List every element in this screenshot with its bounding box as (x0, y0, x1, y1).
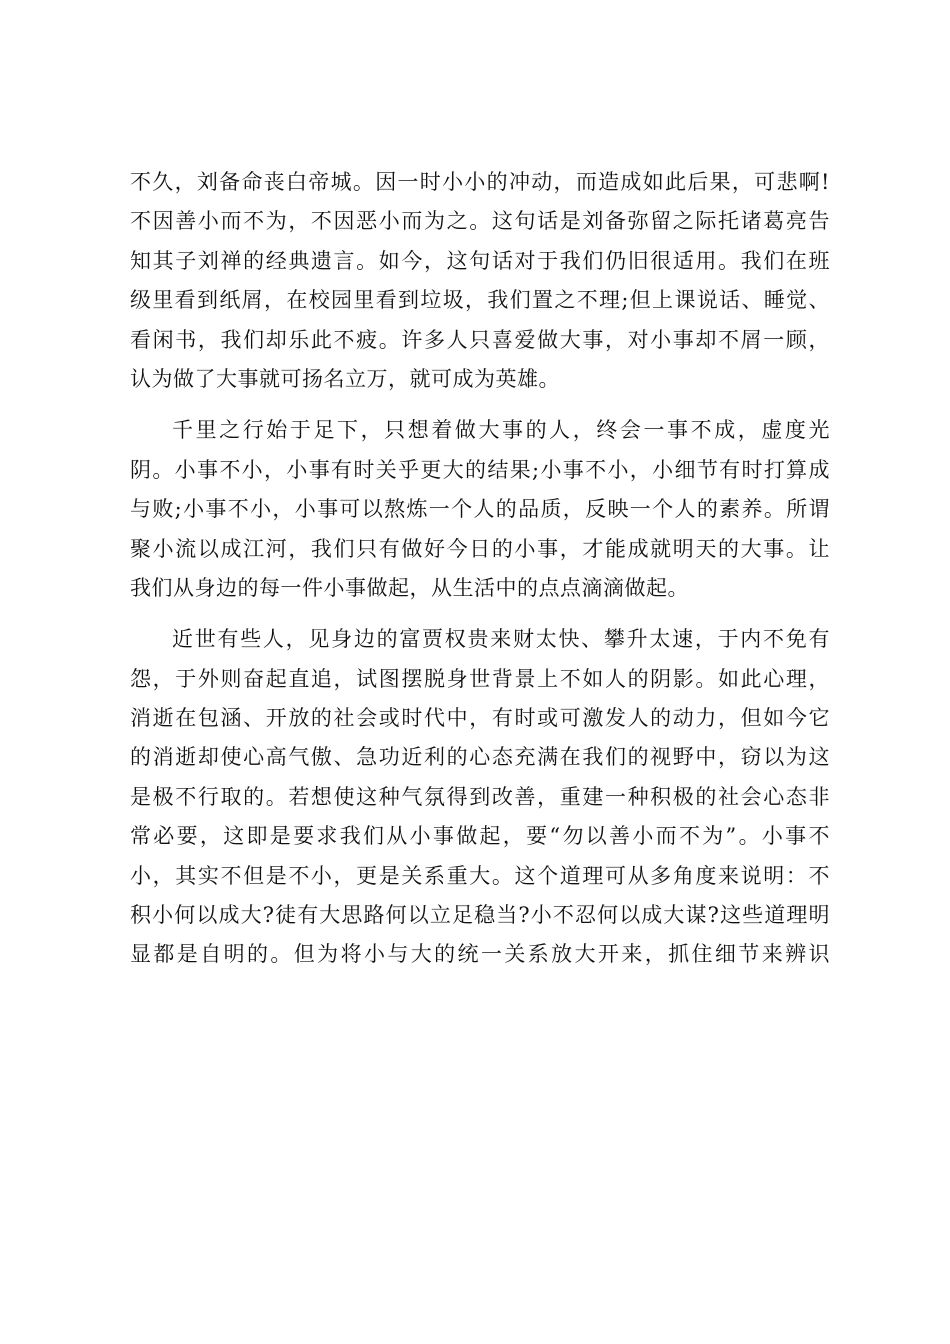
text-line: 认为做了大事就可扬名立万，就可成为英雄。 (130, 366, 560, 391)
text-line: 常必要，这即是要求我们从小事做起，要“勿以善小而不为”。小事不 (130, 824, 830, 849)
text-line: 聚小流以成江河，我们只有做好今日的小事，才能成就明天的大事。让 (130, 536, 830, 561)
body-text (130, 163, 830, 975)
text-line: 不久，刘备命丧白帝城。因一时小小的冲动，而造成如此后果，可悲啊! (130, 170, 830, 194)
paragraph-gap (130, 608, 830, 620)
text-line: 看闲书，我们却乐此不疲。许多人只喜爱做大事，对小事却不屑一顾， (130, 327, 830, 352)
text-line: 阴。小事不小，小事有时关乎更大的结果;小事不小，小细节有时打算成 (130, 457, 830, 482)
text-line: 怨，于外则奋起直追，试图摆脱身世背景上不如人的阴影。如此心理， (130, 666, 830, 691)
text-line: 与败;小事不小，小事可以熬炼一个人的品质，反映一个人的素养。所谓 (130, 497, 830, 522)
text-line: 的消逝却使心高气傲、急功近利的心态充满在我们的视野中，窃以为这 (130, 745, 830, 770)
text-line: 显都是自明的。但为将小与大的统一关系放大开来，抓住细节来辨识 (130, 942, 830, 967)
paragraph-gap (130, 399, 830, 411)
text-line: 级里看到纸屑，在校园里看到垃圾，我们置之不理;但上课说话、睡觉、 (130, 288, 830, 313)
text-line: 我们从身边的每一件小事做起，从生活中的点点滴滴做起。 (130, 575, 689, 600)
text-line: 积小何以成大?徒有大思路何以立足稳当?小不忍何以成大谋?这些道理明 (130, 903, 830, 928)
text-line: 千里之行始于足下，只想着做大事的人，终会一事不成，虚度光 (172, 418, 830, 443)
text-line: 知其子刘禅的经典遗言。如今，这句话对于我们仍旧很适用。我们在班 (130, 248, 830, 273)
text-line: 小，其实不但是不小，更是关系重大。这个道理可从多角度来说明：不 (130, 863, 830, 888)
text-line: 消逝在包涵、开放的社会或时代中，有时或可激发人的动力，但如今它 (130, 706, 830, 731)
text-line: 是极不行取的。若想使这种气氛得到改善，重建一种积极的社会心态非 (130, 784, 830, 809)
paragraph-3 (130, 620, 830, 975)
paragraph-1 (130, 163, 830, 399)
paragraph-2 (130, 411, 830, 608)
text-line: 不因善小而不为，不因恶小而为之。这句话是刘备弥留之际托诸葛亮告 (130, 209, 830, 234)
text-line: 近世有些人，见身边的富贾权贵来财太快、攀升太速，于内不免有 (172, 627, 830, 652)
